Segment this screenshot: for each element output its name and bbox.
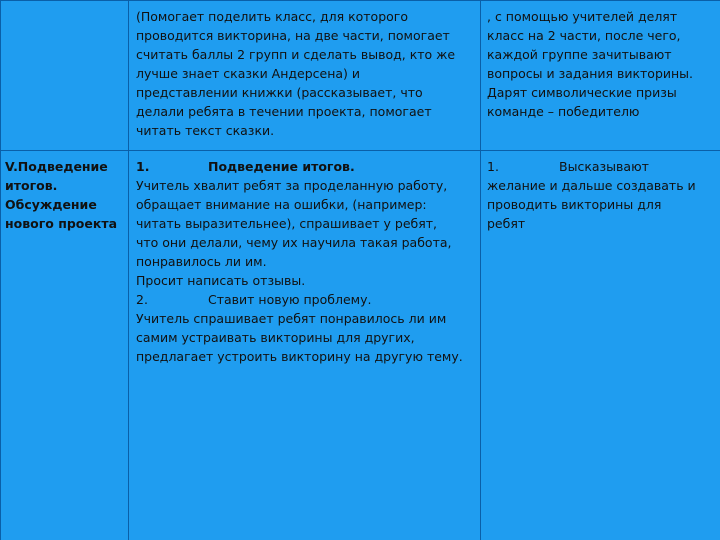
student-activity-cell — [481, 151, 720, 540]
teacher-text-line: понравилось ли им. — [136, 254, 267, 269]
student-activity-cell — [481, 1, 720, 151]
teacher-text-line: делали ребята в течении проекта, помогает — [136, 104, 432, 119]
teacher-text-line: обращает внимание на ошибки, (например: — [136, 197, 427, 212]
student-text-line: желание и дальше создавать и — [487, 178, 696, 193]
item-title: Ставит новую проблему. — [208, 292, 372, 307]
teacher-text-line: предлагает устроить викторину на другую тему. — [136, 349, 463, 364]
stage-cell-empty — [1, 1, 129, 151]
student-text-line: Дарят символические призы — [487, 85, 677, 100]
table-row — [1, 1, 720, 151]
student-text-line: проводить викторины для — [487, 197, 662, 212]
teacher-activity-cell — [129, 1, 481, 151]
student-text-line: вопросы и задания викторины. — [487, 66, 694, 81]
stage-cell — [1, 151, 129, 540]
teacher-text-line: что они делали, чему их научила такая работа, — [136, 235, 452, 250]
item-number: 1. — [487, 159, 499, 174]
table-row — [1, 151, 720, 540]
teacher-text-line: Просит написать отзывы. — [136, 273, 306, 288]
teacher-text-line: считать баллы 2 групп и сделать вывод, кто же — [136, 47, 456, 62]
teacher-text-line: Учитель хвалит ребят за проделанную работу, — [136, 178, 448, 193]
teacher-text-line: читать текст сказки. — [136, 123, 275, 138]
teacher-text-line: представлении книжки (рассказывает, что — [136, 85, 423, 100]
stage-title-line: Обсуждение — [5, 197, 97, 212]
item-number: 1. — [136, 159, 150, 174]
student-text-line: каждой группе зачитывают — [487, 47, 672, 62]
stage-title-line: итогов. — [5, 178, 58, 193]
teacher-text-line: Учитель спрашивает ребят понравилось ли им — [136, 311, 447, 326]
teacher-text-line: лучше знает сказки Андерсена) и — [136, 66, 361, 81]
stage-title-line: V.Подведение — [5, 159, 108, 174]
teacher-item-2-heading — [136, 290, 474, 309]
student-text-line: команде – победителю — [487, 104, 640, 119]
student-text-line: ребят — [487, 216, 526, 231]
item-text: Высказывают — [559, 159, 649, 174]
teacher-text-line: проводится викторина, на две части, помогает — [136, 28, 450, 43]
teacher-activity-cell — [129, 151, 481, 540]
student-item-1-heading — [487, 157, 714, 176]
teacher-item-1-heading — [136, 157, 474, 176]
student-text-line: класс на 2 части, после чего, — [487, 28, 681, 43]
teacher-text-line: (Помогает поделить класс, для которого — [136, 9, 409, 24]
item-title: Подведение итогов. — [208, 159, 355, 174]
student-text-line: , с помощью учителей делят — [487, 9, 678, 24]
teacher-text-line: самим устраивать викторины для других, — [136, 330, 415, 345]
teacher-text-line: читать выразительнее), спрашивает у ребят, — [136, 216, 438, 231]
stage-title-line: нового проекта — [5, 216, 118, 231]
item-number: 2. — [136, 292, 148, 307]
